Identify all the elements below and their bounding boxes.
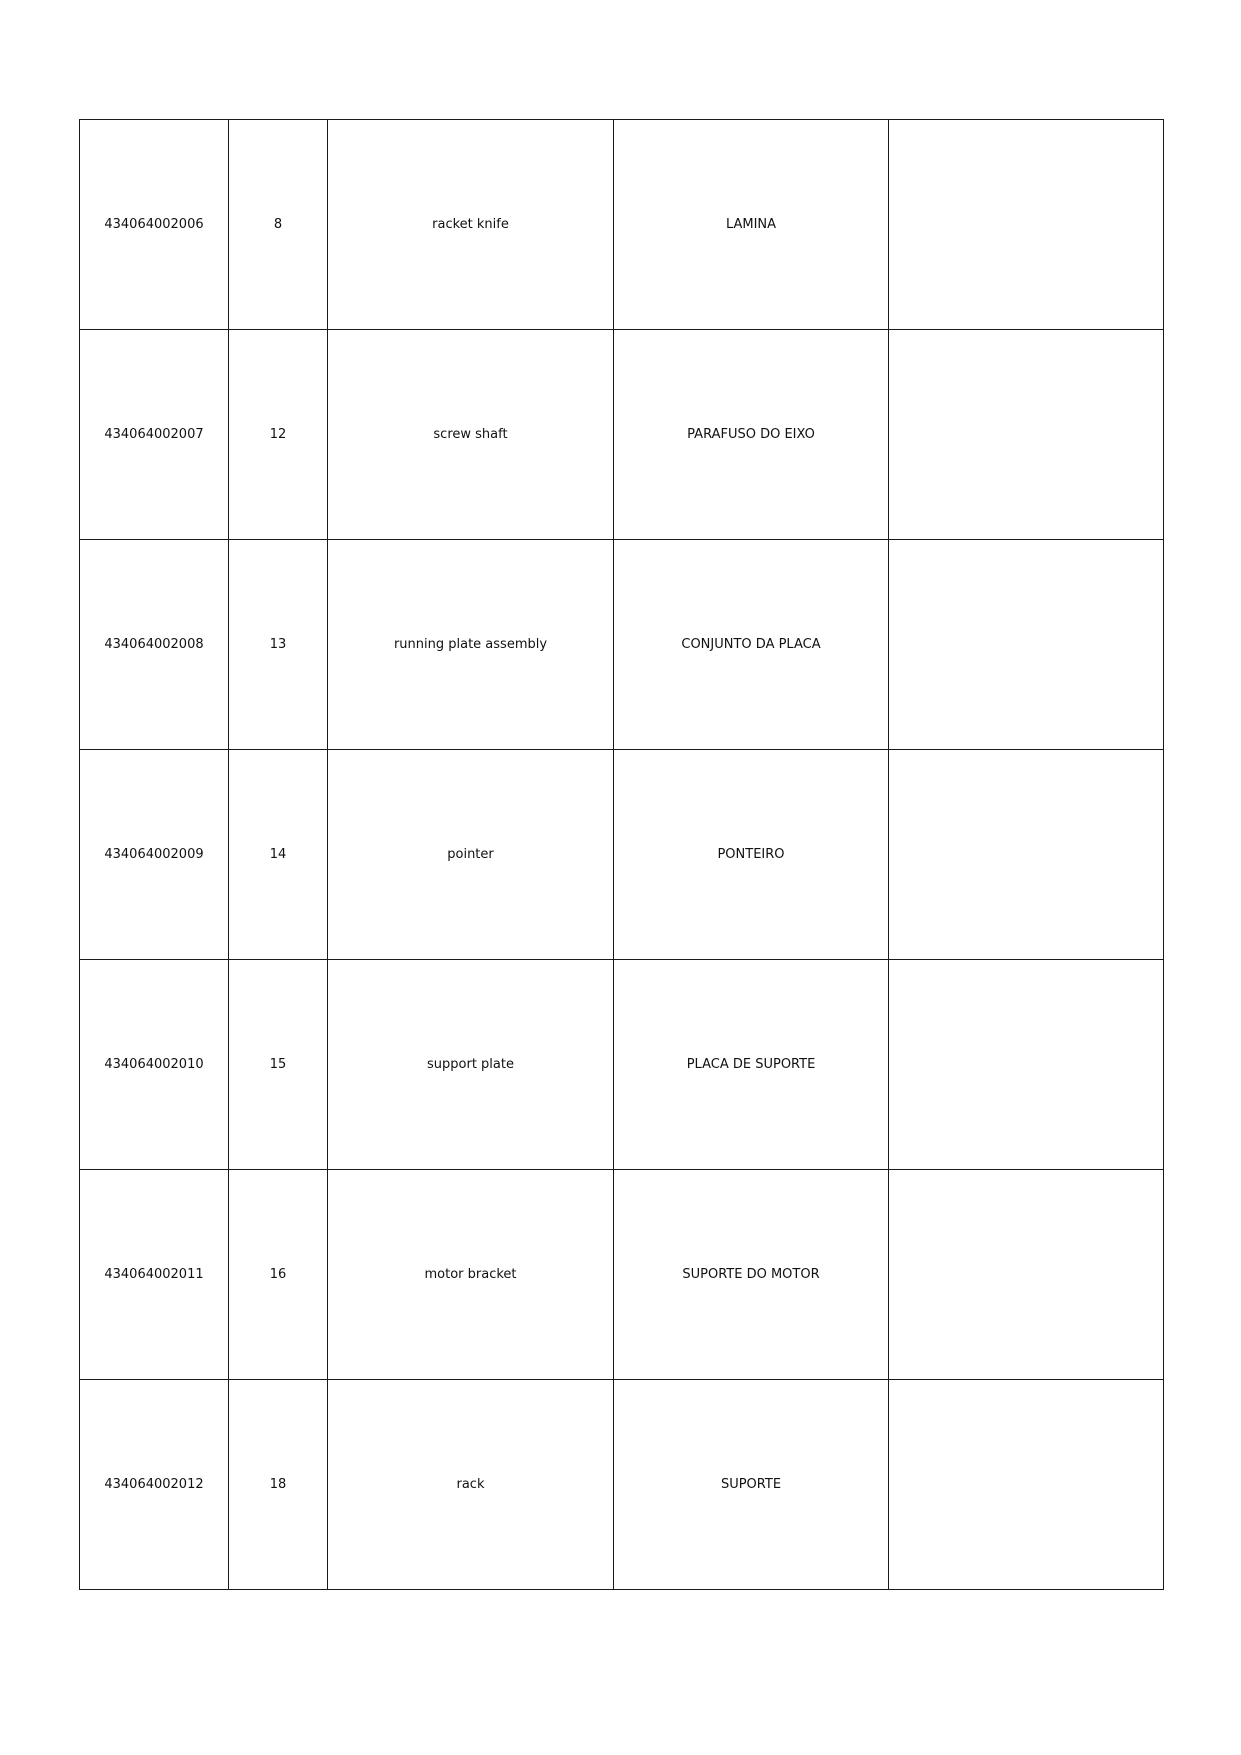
notes-cell — [889, 540, 1164, 750]
english-name-cell: running plate assembly — [328, 540, 614, 750]
english-name-cell: rack — [328, 1380, 614, 1590]
portuguese-name-cell: PARAFUSO DO EIXO — [614, 330, 889, 540]
part-code-cell: 434064002009 — [80, 750, 229, 960]
english-name-cell: racket knife — [328, 120, 614, 330]
parts-table — [79, 119, 1164, 1590]
item-number-cell: 15 — [229, 960, 328, 1170]
english-name-cell: motor bracket — [328, 1170, 614, 1380]
item-number-cell: 16 — [229, 1170, 328, 1380]
notes-cell — [889, 1380, 1164, 1590]
notes-cell — [889, 750, 1164, 960]
table-row — [80, 1170, 1164, 1380]
notes-cell — [889, 1170, 1164, 1380]
portuguese-name-cell: CONJUNTO DA PLACA — [614, 540, 889, 750]
table-row — [80, 330, 1164, 540]
notes-cell — [889, 330, 1164, 540]
portuguese-name-cell: PLACA DE SUPORTE — [614, 960, 889, 1170]
item-number-cell: 12 — [229, 330, 328, 540]
notes-cell — [889, 120, 1164, 330]
table-row — [80, 750, 1164, 960]
table-row — [80, 120, 1164, 330]
item-number-cell: 18 — [229, 1380, 328, 1590]
english-name-cell: support plate — [328, 960, 614, 1170]
item-number-cell: 14 — [229, 750, 328, 960]
table-row — [80, 960, 1164, 1170]
part-code-cell: 434064002007 — [80, 330, 229, 540]
item-number-cell: 13 — [229, 540, 328, 750]
portuguese-name-cell: SUPORTE — [614, 1380, 889, 1590]
notes-cell — [889, 960, 1164, 1170]
table-row — [80, 540, 1164, 750]
part-code-cell: 434064002011 — [80, 1170, 229, 1380]
part-code-cell: 434064002012 — [80, 1380, 229, 1590]
part-code-cell: 434064002010 — [80, 960, 229, 1170]
portuguese-name-cell: PONTEIRO — [614, 750, 889, 960]
portuguese-name-cell: LAMINA — [614, 120, 889, 330]
english-name-cell: screw shaft — [328, 330, 614, 540]
english-name-cell: pointer — [328, 750, 614, 960]
table-row — [80, 1380, 1164, 1590]
item-number-cell: 8 — [229, 120, 328, 330]
portuguese-name-cell: SUPORTE DO MOTOR — [614, 1170, 889, 1380]
part-code-cell: 434064002008 — [80, 540, 229, 750]
part-code-cell: 434064002006 — [80, 120, 229, 330]
